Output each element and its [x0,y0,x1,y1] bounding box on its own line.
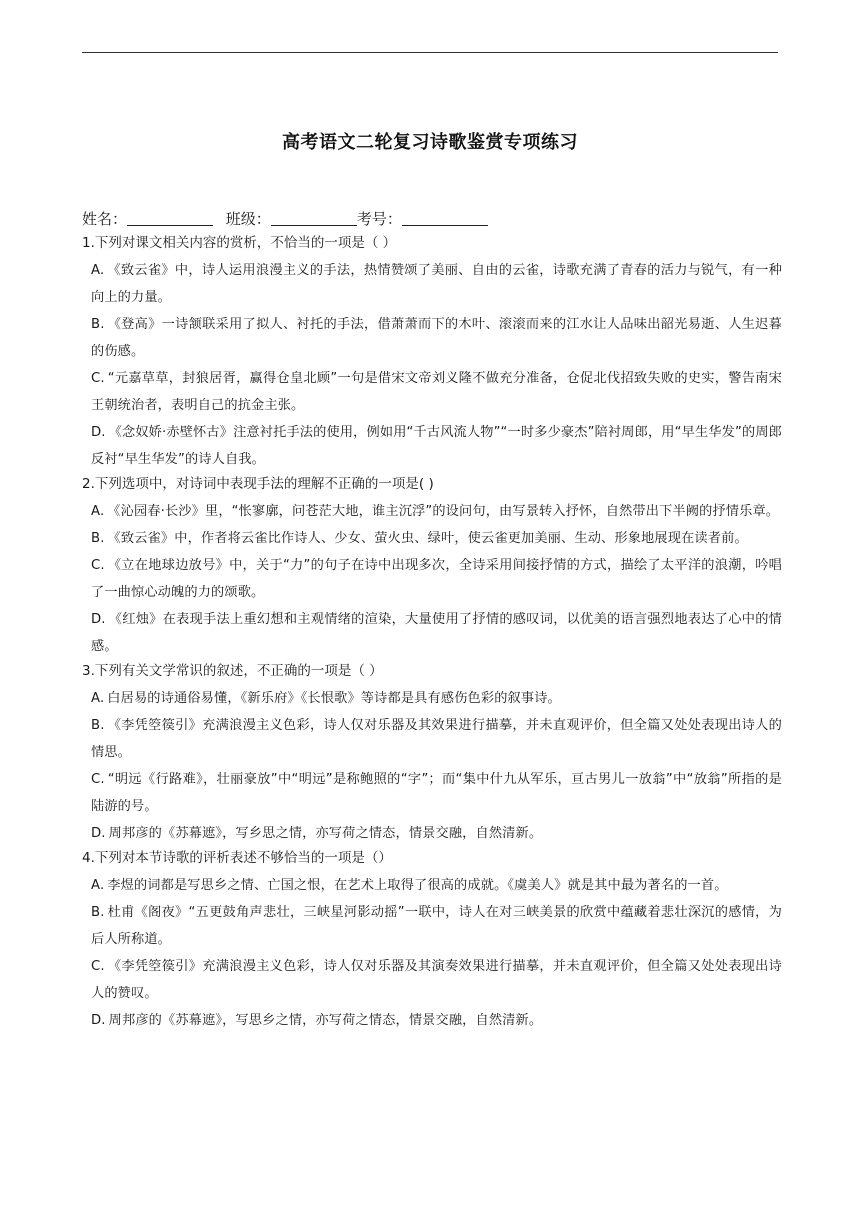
question-stem [82,847,782,869]
question-number: 1. [82,235,95,251]
class-label: 班级： [225,210,271,228]
exam-no-blank[interactable] [402,209,488,226]
option-a [82,498,782,525]
question-stem [82,660,782,682]
option-text: 《李凭箜篌引》充满浪漫主义色彩，诗人仅对乐器及其演奏效果进行描摹，并未直观评价，但全篇又处处表现出诗人的赞叹。 [91,959,782,1001]
question-1 [82,232,782,473]
option-text: “明远《行路难》，壮丽豪放”中“明远”是称鲍照的“字”；而“集中什九从军乐，亘古男儿一放翁”中“放翁”所指的是陆游的号。 [91,772,782,814]
option-label: D. [91,425,106,440]
option-text: 《念奴娇·赤壁怀古》注意衬托手法的使用，例如用“千古风流人物”“一时多少豪杰”陪衬周郎，用“早生华发”的周郎反衬“早生华发”的诗人自我。 [91,425,782,467]
option-label: B. [91,905,105,920]
option-label: C. [91,371,105,386]
question-text: 下列选项中，对诗词中表现手法的理解不正确的一项是( ) [94,476,434,492]
option-c [82,552,782,606]
option-a [82,685,782,712]
student-info-line [82,208,782,230]
option-label: B. [91,718,105,733]
option-label: A. [91,691,105,706]
option-label: C. [91,959,105,974]
option-d [82,419,782,473]
option-text: 《李凭箜篌引》充满浪漫主义色彩，诗人仅对乐器及其效果进行描摹，并未直观评价，但全篇又处处表现出诗人的情思。 [91,718,782,760]
option-text: 《致云雀》中，诗人运用浪漫主义的手法，热情赞颂了美丽、自由的云雀，诗歌充满了青春的活力与锐气，有一种向上的力量。 [91,263,782,305]
option-label: A. [91,878,105,893]
question-3 [82,660,782,847]
option-text: 《立在地球边放号》中，关于“力”的句子在诗中出现多次，全诗采用间接抒情的方式，描绘了太平洋的浪潮，吟唱了一曲惊心动魄的力的颂歌。 [91,558,782,600]
option-label: A. [91,263,105,278]
question-text: 下列对本节诗歌的评析表述不够恰当的一项是（） [94,850,392,866]
option-c [82,953,782,1007]
question-number: 2. [82,476,95,492]
option-b [82,712,782,766]
option-text: 《红烛》在表现手法上重幻想和主观情绪的渲染，大量使用了抒情的感叹词，以优美的语言强烈地表达了心中的情感。 [91,612,782,654]
question-text: 下列对课文相关内容的赏析，不恰当的一项是（ ） [94,235,397,251]
option-d [82,1007,782,1034]
option-label: D. [91,826,106,841]
question-stem [82,473,782,495]
question-4 [82,847,782,1034]
option-c [82,365,782,419]
option-b [82,899,782,953]
question-text: 下列有关文学常识的叙述，不正确的一项是（ ） [94,663,383,679]
option-text: “元嘉草草，封狼居胥，赢得仓皇北顾”一句是借宋文帝刘义隆不做充分准备，仓促北伐招致失败的史实，警告南宋王朝统治者，表明自己的抗金主张。 [91,371,782,413]
option-label: C. [91,772,105,787]
option-text: 《致云雀》中，作者将云雀比作诗人、少女、萤火虫、绿叶，使云雀更加美丽、生动、形象地展现在读者前。 [107,531,748,546]
option-label: A. [91,504,105,519]
page-title: 高考语文二轮复习诗歌鉴赏专项练习 [282,132,578,153]
option-label: D. [91,612,106,627]
option-a [82,872,782,899]
option-b [82,525,782,552]
header-rule [82,52,778,53]
option-label: B. [91,317,105,332]
option-text: 白居易的诗通俗易懂，《新乐府》《长恨歌》等诗都是具有感伤色彩的叙事诗。 [107,691,561,706]
option-text: 《沁园春·长沙》里，“怅寥廓，问苍茫大地，谁主沉浮”的设问句，由写景转入抒怀，自然带出下半阙的抒情乐章。 [107,504,780,519]
option-text: 李煜的词都是写思乡之情、亡国之恨，在艺术上取得了很高的成就。《虞美人》就是其中最为著名的一首。 [107,878,728,893]
option-text: 周邦彦的《苏幕遮》，写思乡之情，亦写荷之情态，情景交融，自然清新。 [108,1013,543,1028]
option-text: 《登高》一诗颔联采用了拟人、衬托的手法，借萧萧而下的木叶、滚滚而来的江水让人品味出韶光易逝、人生迟暮的伤感。 [91,317,782,359]
option-a [82,257,782,311]
question-2 [82,473,782,660]
option-b [82,311,782,365]
name-label: 姓名： [82,210,128,228]
option-label: C. [91,558,105,573]
exam-no-label: 考号： [356,210,402,228]
option-label: D. [91,1013,106,1028]
option-c [82,766,782,820]
option-d [82,606,782,660]
class-blank[interactable] [271,209,357,226]
option-d [82,820,782,847]
question-stem [82,232,782,254]
question-list [82,232,782,1034]
option-text: 杜甫《阁夜》“五更鼓角声悲壮，三峡星河影动摇”一联中，诗人在对三峡美景的欣赏中蕴藏着悲壮深沉的感情，为后人所称道。 [91,905,782,947]
name-blank[interactable] [127,209,213,226]
option-label: B. [91,531,105,546]
question-number: 3. [82,663,95,679]
option-text: 周邦彦的《苏幕遮》，写乡思之情，亦写荷之情态，情景交融，自然清新。 [108,826,543,841]
question-number: 4. [82,850,95,866]
